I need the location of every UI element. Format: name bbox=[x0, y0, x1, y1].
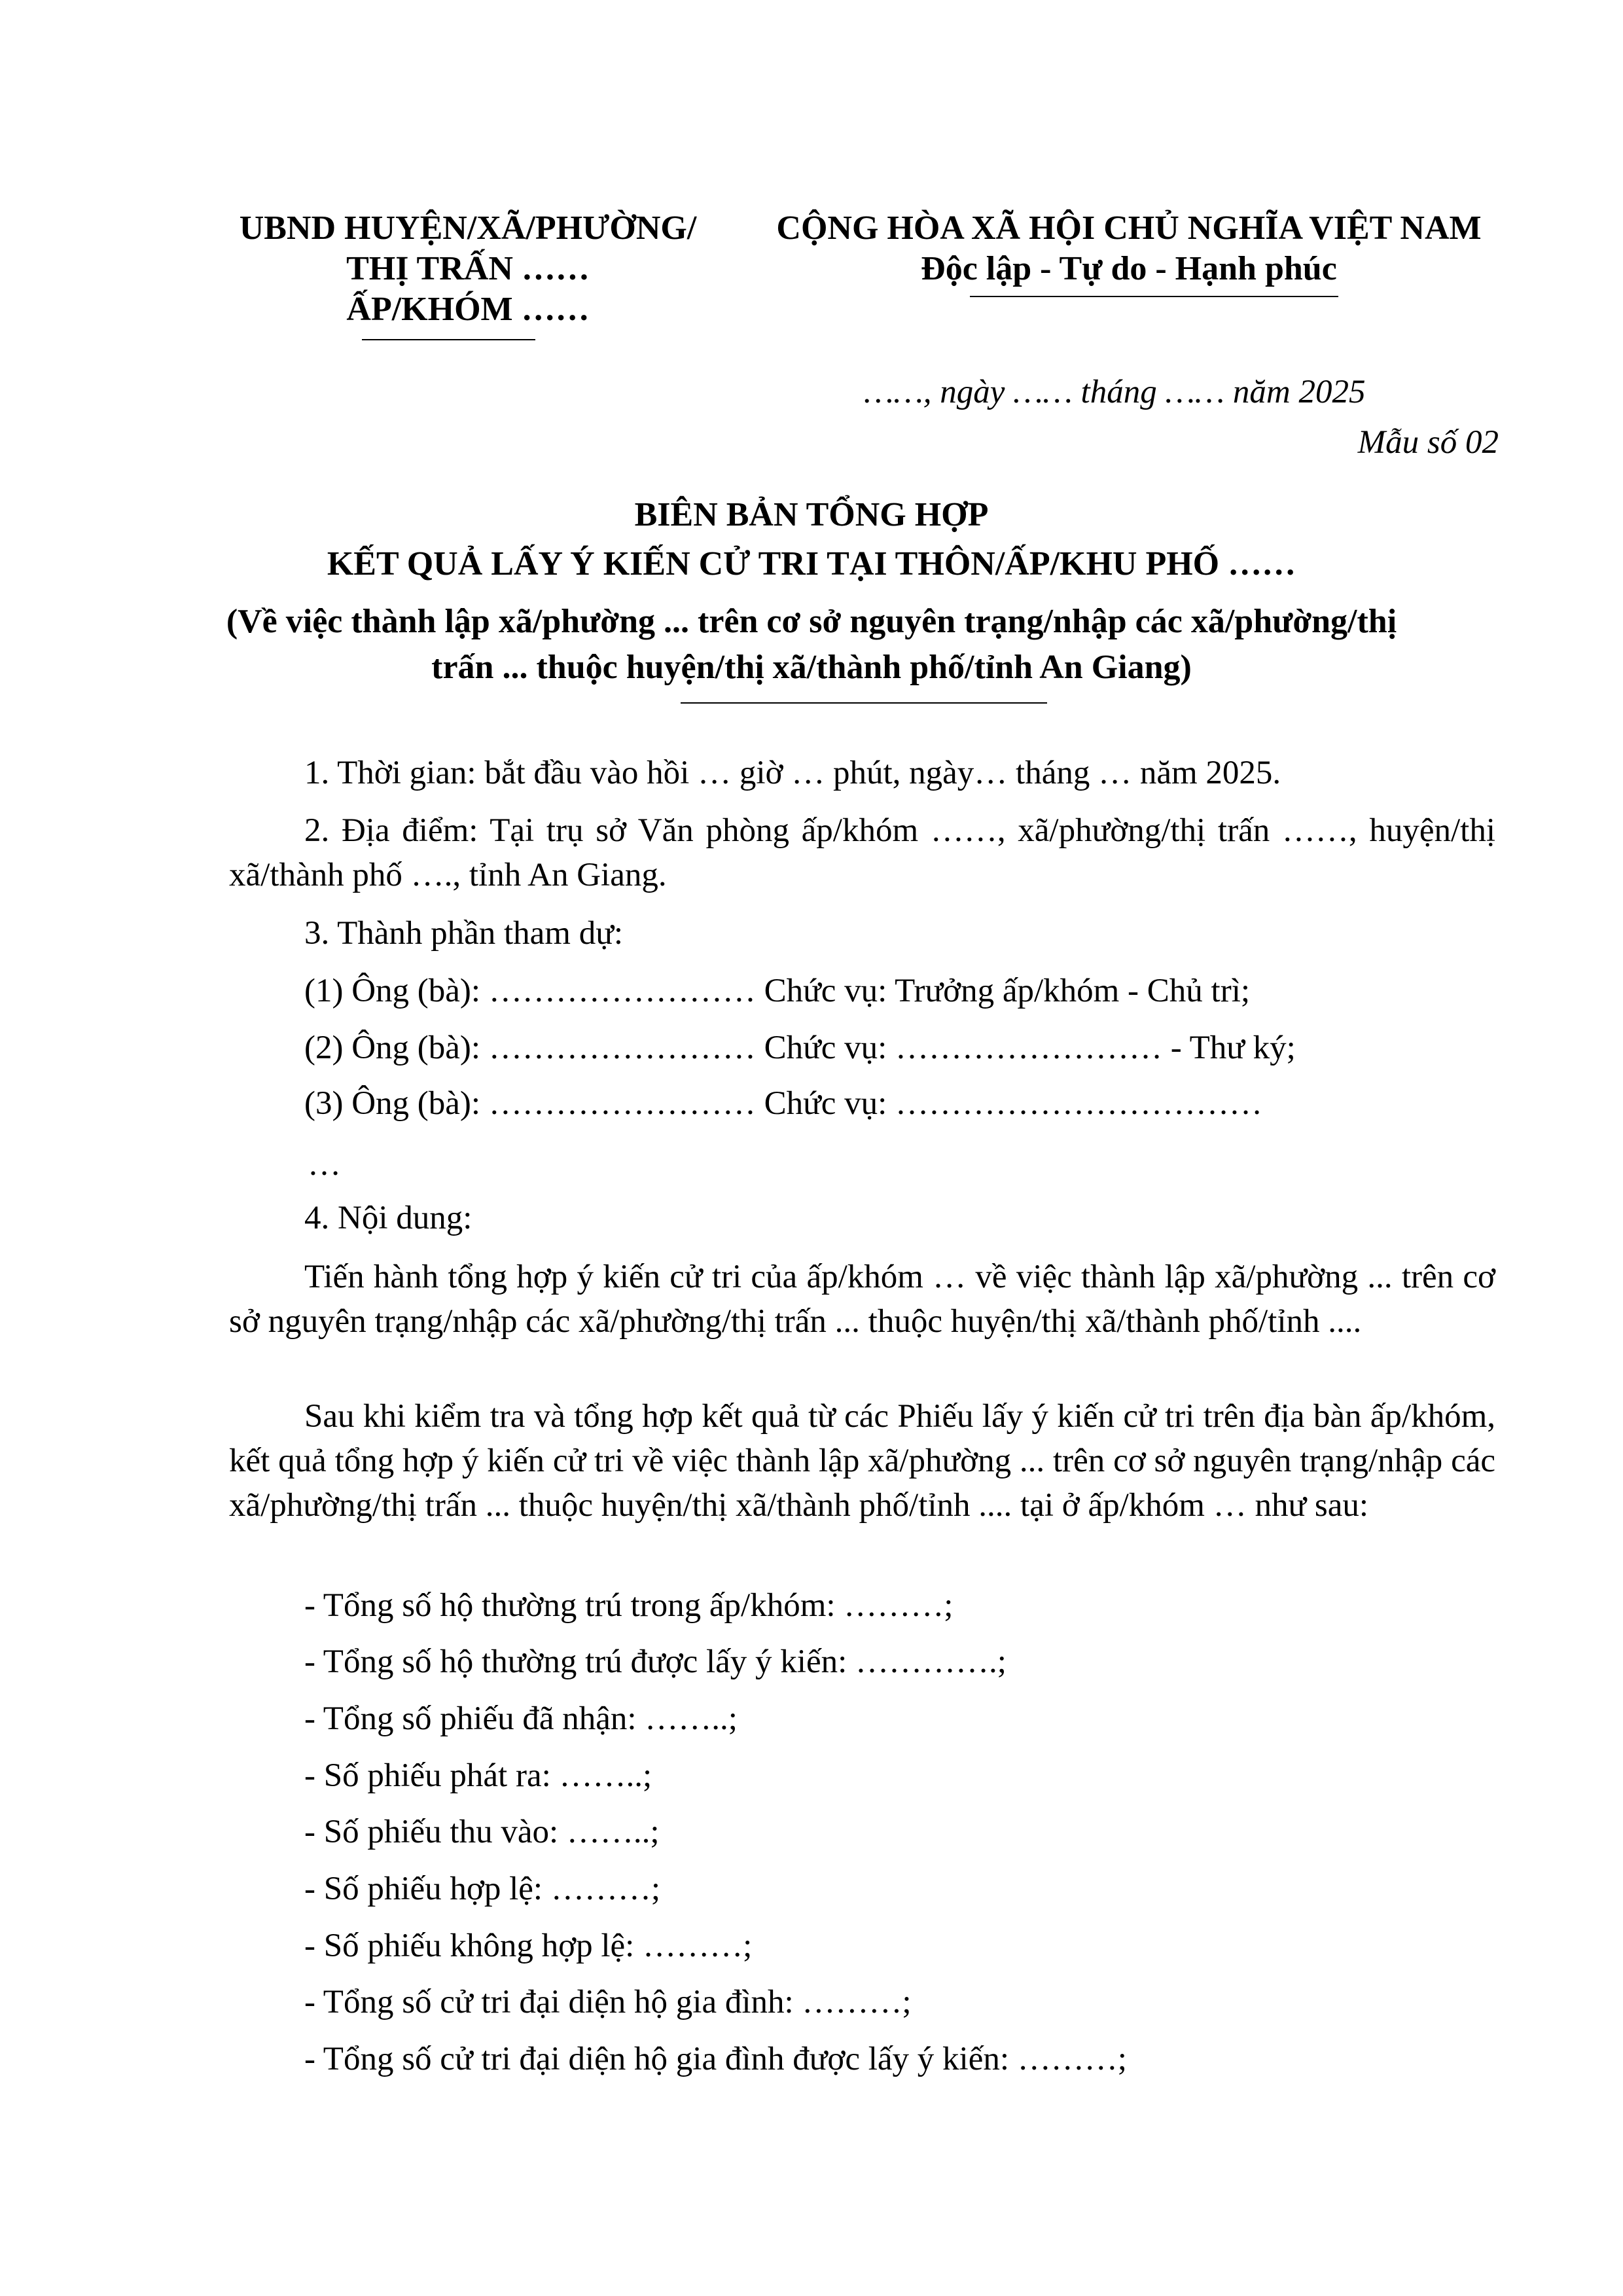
national-motto: Độc lập - Tự do - Hạnh phúc bbox=[921, 250, 1337, 287]
authority-name-line2: THỊ TRẤN …… bbox=[346, 250, 590, 287]
stat-item: - Tổng số cử tri đại diện hộ gia đình: ………; bbox=[304, 1984, 912, 2020]
time-item: 1. Thời gian: bắt đầu vào hồi … giờ … phút, ngày… tháng … năm 2025. bbox=[304, 755, 1281, 791]
participant-1: (1) Ông (bà): …………………… Chức vụ: Trưởng ấp/khóm - Chủ trì; bbox=[304, 973, 1251, 1009]
left-header-rule bbox=[362, 339, 535, 340]
right-header-rule bbox=[970, 296, 1338, 297]
stat-item: - Tổng số hộ thường trú được lấy ý kiến: ………….; bbox=[304, 1643, 1007, 1680]
stat-item: - Số phiếu hợp lệ: ………; bbox=[304, 1871, 661, 1907]
participants-ellipsis: … bbox=[308, 1146, 341, 1183]
content-paragraph-2: Sau khi kiểm tra và tổng hợp kết quả từ các Phiếu lấy ý kiến cử tri trên địa bàn ấp/khóm, kết quả tổng hợp ý kiến cử tri về việc thành lập xã/phường ... trên cơ sở nguyên trạng/nhập các xã/phường/thị trấn ... thuộc huyện/thị xã/thành phố/tỉnh .... tại ở ấp/khóm … như sau: bbox=[229, 1398, 1495, 1524]
document-subtitle: KẾT QUẢ LẤY Ý KIẾN CỬ TRI TẠI THÔN/ẤP/KHU PHỐ …… bbox=[327, 545, 1296, 583]
participants-heading: 3. Thành phần tham dự: bbox=[304, 915, 624, 952]
stat-item: - Số phiếu phát ra: ……..; bbox=[304, 1757, 652, 1794]
stat-item: - Tổng số hộ thường trú trong ấp/khóm: ………; bbox=[304, 1587, 954, 1624]
participant-2: (2) Ông (bà): …………………… Chức vụ: …………………… - Thư ký; bbox=[304, 1030, 1296, 1066]
title-rule bbox=[681, 702, 1047, 704]
date-line: ……, ngày …… tháng …… năm 2025 bbox=[864, 374, 1366, 410]
stat-item: - Tổng số cử tri đại diện hộ gia đình được lấy ý kiến: ………; bbox=[304, 2041, 1127, 2077]
authority-name-line3: ẤP/KHÓM …… bbox=[346, 291, 590, 328]
document-purpose-line1: (Về việc thành lập xã/phường ... trên cơ sở nguyên trạng/nhập các xã/phường/thị bbox=[226, 603, 1397, 640]
form-number: Mẫu số 02 bbox=[1357, 424, 1499, 461]
national-title: CỘNG HÒA XÃ HỘI CHỦ NGHĨA VIỆT NAM bbox=[776, 209, 1482, 247]
document-purpose-line2: trấn ... thuộc huyện/thị xã/thành phố/tỉnh An Giang) bbox=[431, 649, 1192, 686]
participant-3: (3) Ông (bà): …………………… Chức vụ: …………………………… bbox=[304, 1085, 1263, 1122]
authority-name-line1: UBND HUYỆN/XÃ/PHƯỜNG/ bbox=[239, 209, 697, 247]
content-paragraph-1: Tiến hành tổng hợp ý kiến cử tri của ấp/khóm … về việc thành lập xã/phường ... trên cơ sở nguyên trạng/nhập các xã/phường/thị trấn ... thuộc huyện/thị xã/thành phố/tỉnh .... bbox=[229, 1259, 1495, 1340]
stat-item: - Tổng số phiếu đã nhận: ……..; bbox=[304, 1700, 738, 1737]
content-heading: 4. Nội dung: bbox=[304, 1200, 473, 1236]
place-item: 2. Địa điểm: Tại trụ sở Văn phòng ấp/khóm ……, xã/phường/thị trấn ……, huyện/thị xã/thành phố …., tỉnh An Giang. bbox=[229, 812, 1495, 893]
stat-item: - Số phiếu thu vào: ……..; bbox=[304, 1814, 660, 1850]
stat-item: - Số phiếu không hợp lệ: ………; bbox=[304, 1928, 753, 1964]
document-title: BIÊN BẢN TỔNG HỢP bbox=[634, 496, 989, 533]
